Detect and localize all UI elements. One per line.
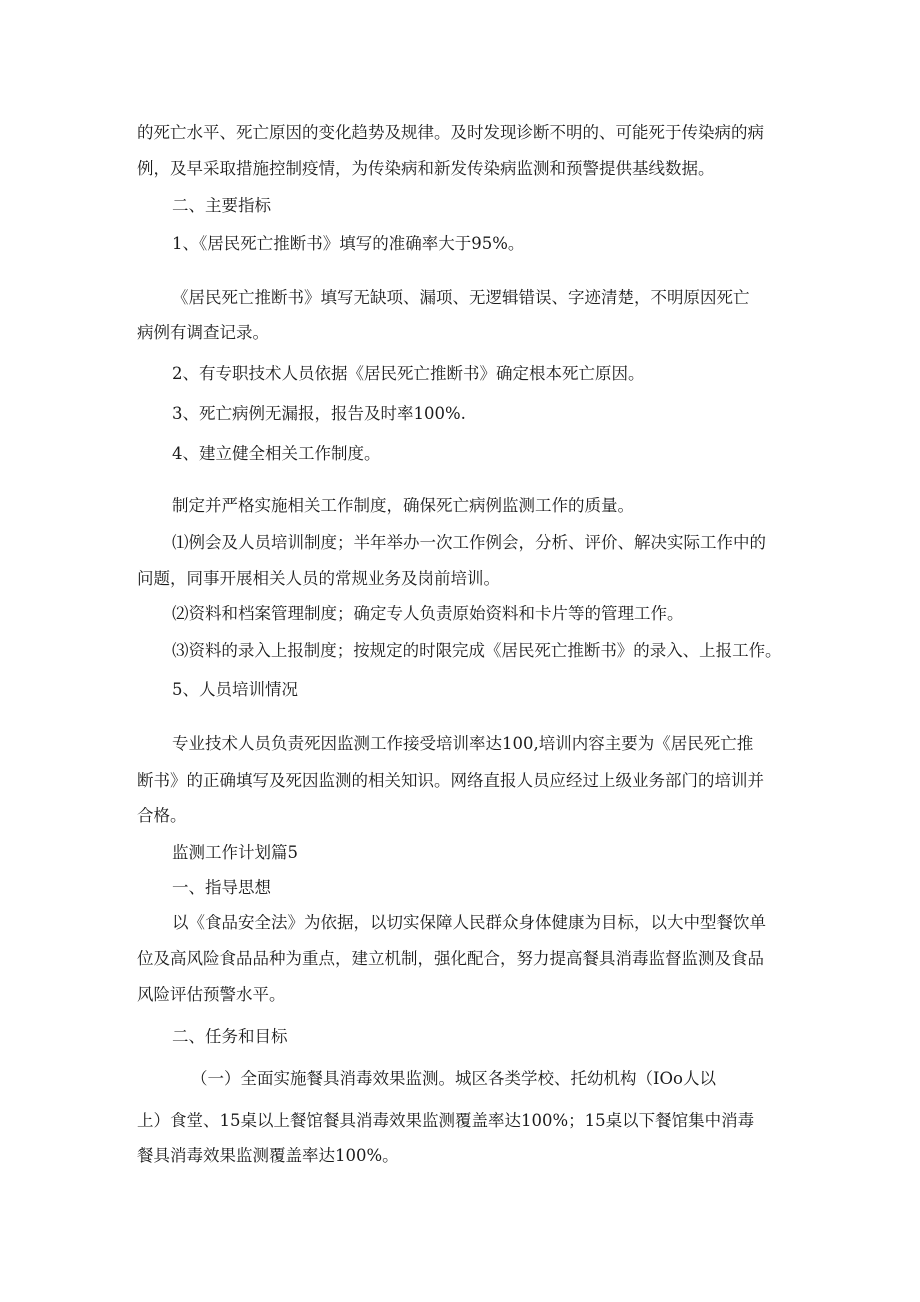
paragraph-line: 制定并严格实施相关工作制度，确保死亡病例监测工作的质量。 bbox=[172, 496, 634, 515]
paragraph-line: 《居民死亡推断书》填写无缺项、漏项、无逻辑错误、字迹清楚，不明原因死亡 bbox=[172, 288, 750, 307]
paragraph-line: ⑵资料和档案管理制度；确定专人负责原始资料和卡片等的管理工作。 bbox=[172, 604, 684, 623]
paragraph-line: 的死亡水平、死亡原因的变化趋势及规律。及时发现诊断不明的、可能死于传染病的病 bbox=[137, 123, 764, 142]
paragraph-line: 专业技术人员负责死因监测工作接受培训率达100,培训内容主要为《居民死亡推 bbox=[172, 734, 754, 753]
paragraph-line: 餐具消毒效果监测覆盖率达100%。 bbox=[137, 1146, 399, 1165]
paragraph-line: ⑴例会及人员培训制度；半年举办一次工作例会，分析、评价、解决实际工作中的 bbox=[172, 533, 766, 552]
list-item: 4、建立健全相关工作制度。 bbox=[172, 444, 381, 463]
paragraph-line: 位及高风险食品品种为重点，建立机制，强化配合，努力提高餐具消毒监督监测及食品 bbox=[137, 949, 764, 968]
paragraph-line: 病例有调查记录。 bbox=[137, 323, 269, 342]
paragraph-line: 上）食堂、15桌以上餐馆餐具消毒效果监测覆盖率达100%；15桌以下餐馆集中消毒 bbox=[137, 1111, 755, 1130]
paragraph-line: （一）全面实施餐具消毒效果监测。城区各类学校、托幼机构（IOo人以 bbox=[191, 1069, 716, 1088]
section-heading: 一、指导思想 bbox=[172, 878, 271, 897]
list-item: 5、人员培训情况 bbox=[172, 680, 298, 699]
section-heading: 二、任务和目标 bbox=[172, 1027, 288, 1046]
list-item: 2、有专职技术人员依据《居民死亡推断书》确定根本死亡原因。 bbox=[172, 364, 645, 383]
section-heading: 监测工作计划篇5 bbox=[172, 843, 298, 862]
paragraph-line: ⑶资料的录入上报制度；按规定的时限完成《居民死亡推断书》的录入、上报工作。 bbox=[172, 641, 782, 660]
paragraph-line: 以《食品安全法》为依据，以切实保障人民群众身体健康为目标，以大中型餐饮单 bbox=[172, 913, 766, 932]
paragraph-line: 风险评估预警水平。 bbox=[137, 985, 286, 1004]
list-item: 3、死亡病例无漏报，报告及时率100%. bbox=[172, 404, 466, 423]
section-heading: 二、主要指标 bbox=[172, 196, 271, 215]
paragraph-line: 例，及早采取措施控制疫情，为传染病和新发传染病监测和预警提供基线数据。 bbox=[137, 159, 715, 178]
paragraph-line: 合格。 bbox=[137, 806, 187, 825]
list-item: 1、《居民死亡推断书》填写的准确率大于95%。 bbox=[172, 234, 525, 253]
paragraph-line: 问题，同事开展相关人员的常规业务及岗前培训。 bbox=[137, 569, 500, 588]
paragraph-line: 断书》的正确填写及死因监测的相关知识。网络直报人员应经过上级业务部门的培训并 bbox=[137, 771, 764, 790]
